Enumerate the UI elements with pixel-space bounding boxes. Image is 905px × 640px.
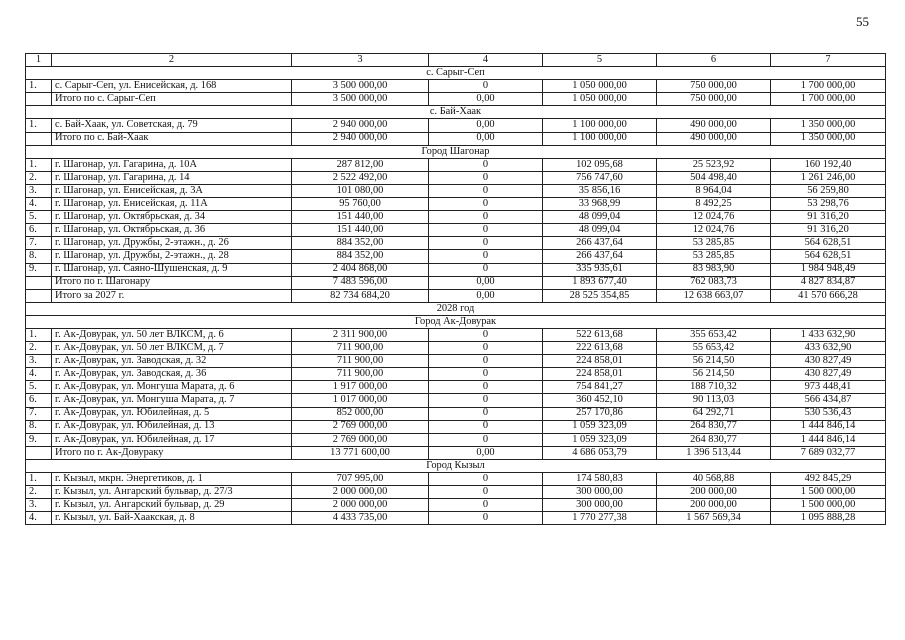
cell-col-2: г. Шагонар, ул. Енисейская, д. 11А <box>52 198 292 211</box>
cell-col-5: 28 525 354,85 <box>543 289 657 302</box>
table-row <box>26 158 886 171</box>
cell-col-6: 12 024,76 <box>657 211 771 224</box>
table-row <box>26 80 886 93</box>
cell-col-7: 1 444 846,14 <box>771 420 886 433</box>
cell-col-5: 224 858,01 <box>543 355 657 368</box>
cell-col-1: 1. <box>26 158 52 171</box>
cell-col-7: 564 628,51 <box>771 250 886 263</box>
cell-col-5: 222 613,68 <box>543 342 657 355</box>
table-row <box>26 224 886 237</box>
column-header: 3 <box>292 54 429 67</box>
cell-col-1 <box>26 276 52 289</box>
cell-col-4: 0,00 <box>429 93 543 106</box>
cell-col-2: г. Кызыл, ул. Ангарский бульвар, д. 27/3 <box>52 486 292 499</box>
cell-col-5: 266 437,64 <box>543 237 657 250</box>
cell-col-2: г. Ак-Довурак, ул. Монгуша Марата, д. 6 <box>52 381 292 394</box>
cell-col-3: 2 940 000,00 <box>292 132 429 145</box>
cell-col-4: 0 <box>429 158 543 171</box>
cell-col-5: 257 170,86 <box>543 407 657 420</box>
page-number: 55 <box>856 14 869 29</box>
column-header: 7 <box>771 54 886 67</box>
cell-col-2: г. Кызыл, ул. Ангарский бульвар, д. 29 <box>52 499 292 512</box>
table-row <box>26 420 886 433</box>
cell-col-7: 1 095 888,28 <box>771 512 886 525</box>
cell-col-1: 3. <box>26 499 52 512</box>
cell-col-5: 756 747,60 <box>543 171 657 184</box>
cell-col-1 <box>26 289 52 302</box>
cell-col-6: 12 638 663,07 <box>657 289 771 302</box>
cell-col-1: 1. <box>26 328 52 341</box>
cell-col-1 <box>26 132 52 145</box>
cell-col-7: 530 536,43 <box>771 407 886 420</box>
cell-col-7: 53 298,76 <box>771 198 886 211</box>
cell-col-7: 1 444 846,14 <box>771 433 886 446</box>
cell-col-6: 25 523,92 <box>657 158 771 171</box>
cell-col-1: 2. <box>26 486 52 499</box>
table-row <box>26 355 886 368</box>
table-row <box>26 342 886 355</box>
cell-col-3: 3 500 000,00 <box>292 80 429 93</box>
cell-col-4: 0 <box>429 250 543 263</box>
cell-col-3: 2 000 000,00 <box>292 499 429 512</box>
table-row <box>26 263 886 276</box>
table-row <box>26 407 886 420</box>
cell-col-5: 48 099,04 <box>543 211 657 224</box>
cell-col-4: 0 <box>429 433 543 446</box>
cell-col-1: 1. <box>26 119 52 132</box>
cell-col-3: 7 483 596,00 <box>292 276 429 289</box>
cell-col-7: 1 700 000,00 <box>771 80 886 93</box>
cell-col-3: 852 000,00 <box>292 407 429 420</box>
section-title: с. Сарыг-Сеп <box>26 67 886 80</box>
section-header-row <box>26 302 886 315</box>
cell-col-2: г. Шагонар, ул. Гагарина, д. 10А <box>52 158 292 171</box>
table-row <box>26 211 886 224</box>
cell-col-2: г. Ак-Довурак, ул. Заводская, д. 32 <box>52 355 292 368</box>
cell-col-6: 40 568,88 <box>657 473 771 486</box>
cell-col-1 <box>26 93 52 106</box>
total-row <box>26 289 886 302</box>
cell-col-5: 754 841,27 <box>543 381 657 394</box>
cell-col-2: г. Шагонар, ул. Дружбы, 2-этажн., д. 26 <box>52 237 292 250</box>
column-header: 6 <box>657 54 771 67</box>
section-title: с. Бай-Хаак <box>26 106 886 119</box>
table-row <box>26 171 886 184</box>
cell-col-5: 174 580,83 <box>543 473 657 486</box>
section-header-row <box>26 67 886 80</box>
cell-col-2: г. Ак-Довурак, ул. 50 лет ВЛКСМ, д. 7 <box>52 342 292 355</box>
cell-col-1: 4. <box>26 198 52 211</box>
table-row <box>26 250 886 263</box>
cell-col-3: 2 940 000,00 <box>292 119 429 132</box>
cell-col-1: 3. <box>26 355 52 368</box>
cell-col-7: 1 433 632,90 <box>771 328 886 341</box>
cell-col-6: 90 113,03 <box>657 394 771 407</box>
cell-col-6: 53 285,85 <box>657 237 771 250</box>
cell-col-6: 1 567 569,34 <box>657 512 771 525</box>
cell-col-4: 0 <box>429 355 543 368</box>
table-row <box>26 198 886 211</box>
cell-col-5: 300 000,00 <box>543 499 657 512</box>
section-title: 2028 год <box>26 302 886 315</box>
cell-col-3: 884 352,00 <box>292 250 429 263</box>
cell-col-6: 53 285,85 <box>657 250 771 263</box>
cell-col-6: 56 214,50 <box>657 368 771 381</box>
cell-col-3: 1 917 000,00 <box>292 381 429 394</box>
cell-col-6: 8 492,25 <box>657 198 771 211</box>
cell-col-2: г. Шагонар, ул. Дружбы, 2-этажн., д. 28 <box>52 250 292 263</box>
cell-col-1: 6. <box>26 394 52 407</box>
cell-col-6: 64 292,71 <box>657 407 771 420</box>
cell-col-2: с. Сарыг-Сеп, ул. Енисейская, д. 168 <box>52 80 292 93</box>
cell-col-4: 0 <box>429 263 543 276</box>
cell-col-5: 522 613,68 <box>543 328 657 341</box>
cell-col-5: 1 050 000,00 <box>543 93 657 106</box>
cell-col-2: г. Ак-Довурак, ул. Юбилейная, д. 17 <box>52 433 292 446</box>
section-title: Город Кызыл <box>26 459 886 472</box>
table-row <box>26 328 886 341</box>
section-header-row <box>26 106 886 119</box>
cell-col-6: 264 830,77 <box>657 433 771 446</box>
column-header: 2 <box>52 54 292 67</box>
cell-col-5: 35 856,16 <box>543 184 657 197</box>
cell-col-7: 1 500 000,00 <box>771 499 886 512</box>
cell-col-1: 4. <box>26 368 52 381</box>
cell-col-6: 355 653,42 <box>657 328 771 341</box>
cell-col-7: 973 448,41 <box>771 381 886 394</box>
cell-col-4: 0 <box>429 328 543 341</box>
table-row <box>26 486 886 499</box>
cell-col-7: 564 628,51 <box>771 237 886 250</box>
cell-col-6: 8 964,04 <box>657 184 771 197</box>
total-row <box>26 93 886 106</box>
cell-col-1: 2. <box>26 171 52 184</box>
cell-col-2: г. Шагонар, ул. Октябрьская, д. 36 <box>52 224 292 237</box>
cell-col-5: 1 100 000,00 <box>543 132 657 145</box>
cell-col-5: 266 437,64 <box>543 250 657 263</box>
cell-col-4: 0 <box>429 512 543 525</box>
section-title: Город Ак-Довурак <box>26 315 886 328</box>
cell-col-4: 0 <box>429 184 543 197</box>
cell-col-7: 433 632,90 <box>771 342 886 355</box>
column-header: 5 <box>543 54 657 67</box>
cell-col-5: 335 935,61 <box>543 263 657 276</box>
budget-table <box>25 53 886 525</box>
cell-col-2: г. Шагонар, ул. Саяно-Шушенская, д. 9 <box>52 263 292 276</box>
cell-col-4: 0 <box>429 420 543 433</box>
cell-col-7: 91 316,20 <box>771 211 886 224</box>
cell-col-5: 1 893 677,40 <box>543 276 657 289</box>
cell-col-4: 0,00 <box>429 276 543 289</box>
table-header-row <box>26 54 886 67</box>
cell-col-7: 1 350 000,00 <box>771 119 886 132</box>
cell-col-2: г. Ак-Довурак, ул. Юбилейная, д. 5 <box>52 407 292 420</box>
cell-col-1: 6. <box>26 224 52 237</box>
cell-col-3: 707 995,00 <box>292 473 429 486</box>
cell-col-3: 4 433 735,00 <box>292 512 429 525</box>
cell-col-3: 95 760,00 <box>292 198 429 211</box>
cell-col-6: 490 000,00 <box>657 119 771 132</box>
cell-col-4: 0,00 <box>429 119 543 132</box>
cell-col-5: 102 095,68 <box>543 158 657 171</box>
cell-col-1: 7. <box>26 407 52 420</box>
total-row <box>26 276 886 289</box>
cell-col-6: 750 000,00 <box>657 80 771 93</box>
cell-col-4: 0 <box>429 499 543 512</box>
section-title: Город Шагонар <box>26 145 886 158</box>
cell-col-4: 0 <box>429 407 543 420</box>
cell-col-6: 12 024,76 <box>657 224 771 237</box>
cell-col-2: г. Ак-Довурак, ул. Монгуша Марата, д. 7 <box>52 394 292 407</box>
cell-col-3: 151 440,00 <box>292 224 429 237</box>
cell-col-3: 2 769 000,00 <box>292 420 429 433</box>
table-row <box>26 368 886 381</box>
cell-col-3: 2 404 868,00 <box>292 263 429 276</box>
cell-col-4: 0 <box>429 237 543 250</box>
cell-col-1: 1. <box>26 473 52 486</box>
cell-col-1: 9. <box>26 433 52 446</box>
cell-col-2: г. Ак-Довурак, ул. Юбилейная, д. 13 <box>52 420 292 433</box>
cell-col-3: 2 769 000,00 <box>292 433 429 446</box>
cell-col-6: 264 830,77 <box>657 420 771 433</box>
cell-col-3: 2 522 492,00 <box>292 171 429 184</box>
cell-col-3: 82 734 684,20 <box>292 289 429 302</box>
cell-col-7: 1 261 246,00 <box>771 171 886 184</box>
cell-col-1: 9. <box>26 263 52 276</box>
cell-col-6: 504 498,40 <box>657 171 771 184</box>
cell-col-7: 160 192,40 <box>771 158 886 171</box>
cell-col-1: 2. <box>26 342 52 355</box>
cell-col-1 <box>26 446 52 459</box>
cell-col-6: 56 214,50 <box>657 355 771 368</box>
section-header-row <box>26 145 886 158</box>
cell-col-5: 1 100 000,00 <box>543 119 657 132</box>
cell-col-2: Итого по г. Ак-Довураку <box>52 446 292 459</box>
cell-col-7: 4 827 834,87 <box>771 276 886 289</box>
cell-col-1: 1. <box>26 80 52 93</box>
cell-col-4: 0 <box>429 486 543 499</box>
cell-col-7: 430 827,49 <box>771 368 886 381</box>
column-header: 1 <box>26 54 52 67</box>
table-row <box>26 512 886 525</box>
cell-col-1: 5. <box>26 211 52 224</box>
cell-col-2: г. Шагонар, ул. Октябрьская, д. 34 <box>52 211 292 224</box>
cell-col-4: 0 <box>429 198 543 211</box>
cell-col-1: 4. <box>26 512 52 525</box>
cell-col-7: 56 259,80 <box>771 184 886 197</box>
cell-col-2: г. Кызыл, ул. Бай-Хаакская, д. 8 <box>52 512 292 525</box>
cell-col-4: 0 <box>429 381 543 394</box>
cell-col-6: 200 000,00 <box>657 486 771 499</box>
cell-col-6: 200 000,00 <box>657 499 771 512</box>
table-row <box>26 184 886 197</box>
cell-col-5: 1 770 277,38 <box>543 512 657 525</box>
cell-col-5: 33 968,99 <box>543 198 657 211</box>
cell-col-2: Итого по с. Сарыг-Сеп <box>52 93 292 106</box>
cell-col-6: 188 710,32 <box>657 381 771 394</box>
section-header-row <box>26 315 886 328</box>
total-row <box>26 446 886 459</box>
column-header: 4 <box>429 54 543 67</box>
cell-col-5: 300 000,00 <box>543 486 657 499</box>
cell-col-5: 48 099,04 <box>543 224 657 237</box>
cell-col-2: г. Кызыл, мкрн. Энергетиков, д. 1 <box>52 473 292 486</box>
cell-col-3: 711 900,00 <box>292 368 429 381</box>
cell-col-5: 1 059 323,09 <box>543 433 657 446</box>
cell-col-3: 3 500 000,00 <box>292 93 429 106</box>
cell-col-4: 0,00 <box>429 289 543 302</box>
cell-col-4: 0,00 <box>429 446 543 459</box>
cell-col-5: 4 686 053,79 <box>543 446 657 459</box>
cell-col-3: 151 440,00 <box>292 211 429 224</box>
cell-col-5: 1 050 000,00 <box>543 80 657 93</box>
cell-col-4: 0 <box>429 368 543 381</box>
cell-col-5: 1 059 323,09 <box>543 420 657 433</box>
cell-col-6: 83 983,90 <box>657 263 771 276</box>
cell-col-4: 0 <box>429 473 543 486</box>
cell-col-3: 711 900,00 <box>292 355 429 368</box>
cell-col-7: 7 689 032,77 <box>771 446 886 459</box>
cell-col-5: 360 452,10 <box>543 394 657 407</box>
cell-col-7: 1 350 000,00 <box>771 132 886 145</box>
cell-col-2: Итого по г. Шагонару <box>52 276 292 289</box>
cell-col-7: 91 316,20 <box>771 224 886 237</box>
cell-col-6: 490 000,00 <box>657 132 771 145</box>
cell-col-3: 13 771 600,00 <box>292 446 429 459</box>
cell-col-1: 3. <box>26 184 52 197</box>
table-row <box>26 381 886 394</box>
cell-col-2: Итого по с. Бай-Хаак <box>52 132 292 145</box>
cell-col-4: 0 <box>429 171 543 184</box>
cell-col-3: 287 812,00 <box>292 158 429 171</box>
cell-col-7: 566 434,87 <box>771 394 886 407</box>
cell-col-4: 0 <box>429 394 543 407</box>
cell-col-5: 224 858,01 <box>543 368 657 381</box>
cell-col-7: 1 700 000,00 <box>771 93 886 106</box>
cell-col-1: 8. <box>26 420 52 433</box>
cell-col-3: 2 000 000,00 <box>292 486 429 499</box>
cell-col-1: 8. <box>26 250 52 263</box>
cell-col-6: 750 000,00 <box>657 93 771 106</box>
cell-col-7: 1 984 948,49 <box>771 263 886 276</box>
cell-col-3: 711 900,00 <box>292 342 429 355</box>
cell-col-3: 2 311 900,00 <box>292 328 429 341</box>
cell-col-6: 762 083,73 <box>657 276 771 289</box>
cell-col-6: 55 653,42 <box>657 342 771 355</box>
cell-col-2: г. Шагонар, ул. Енисейская, д. 3А <box>52 184 292 197</box>
cell-col-6: 1 396 513,44 <box>657 446 771 459</box>
cell-col-4: 0 <box>429 211 543 224</box>
cell-col-4: 0 <box>429 224 543 237</box>
cell-col-4: 0,00 <box>429 132 543 145</box>
cell-col-3: 101 080,00 <box>292 184 429 197</box>
table-row <box>26 394 886 407</box>
cell-col-2: г. Ак-Довурак, ул. 50 лет ВЛКСМ, д. 6 <box>52 328 292 341</box>
cell-col-4: 0 <box>429 342 543 355</box>
cell-col-3: 1 017 000,00 <box>292 394 429 407</box>
cell-col-7: 492 845,29 <box>771 473 886 486</box>
cell-col-1: 7. <box>26 237 52 250</box>
table-row <box>26 499 886 512</box>
table-row <box>26 473 886 486</box>
table-row <box>26 237 886 250</box>
cell-col-2: г. Ак-Довурак, ул. Заводская, д. 36 <box>52 368 292 381</box>
cell-col-3: 884 352,00 <box>292 237 429 250</box>
cell-col-2: Итого за 2027 г. <box>52 289 292 302</box>
cell-col-7: 430 827,49 <box>771 355 886 368</box>
cell-col-4: 0 <box>429 80 543 93</box>
cell-col-1: 5. <box>26 381 52 394</box>
table-row <box>26 433 886 446</box>
total-row <box>26 132 886 145</box>
cell-col-2: с. Бай-Хаак, ул. Советская, д. 79 <box>52 119 292 132</box>
cell-col-7: 1 500 000,00 <box>771 486 886 499</box>
cell-col-2: г. Шагонар, ул. Гагарина, д. 14 <box>52 171 292 184</box>
cell-col-7: 41 570 666,28 <box>771 289 886 302</box>
table-row <box>26 119 886 132</box>
section-header-row <box>26 459 886 472</box>
